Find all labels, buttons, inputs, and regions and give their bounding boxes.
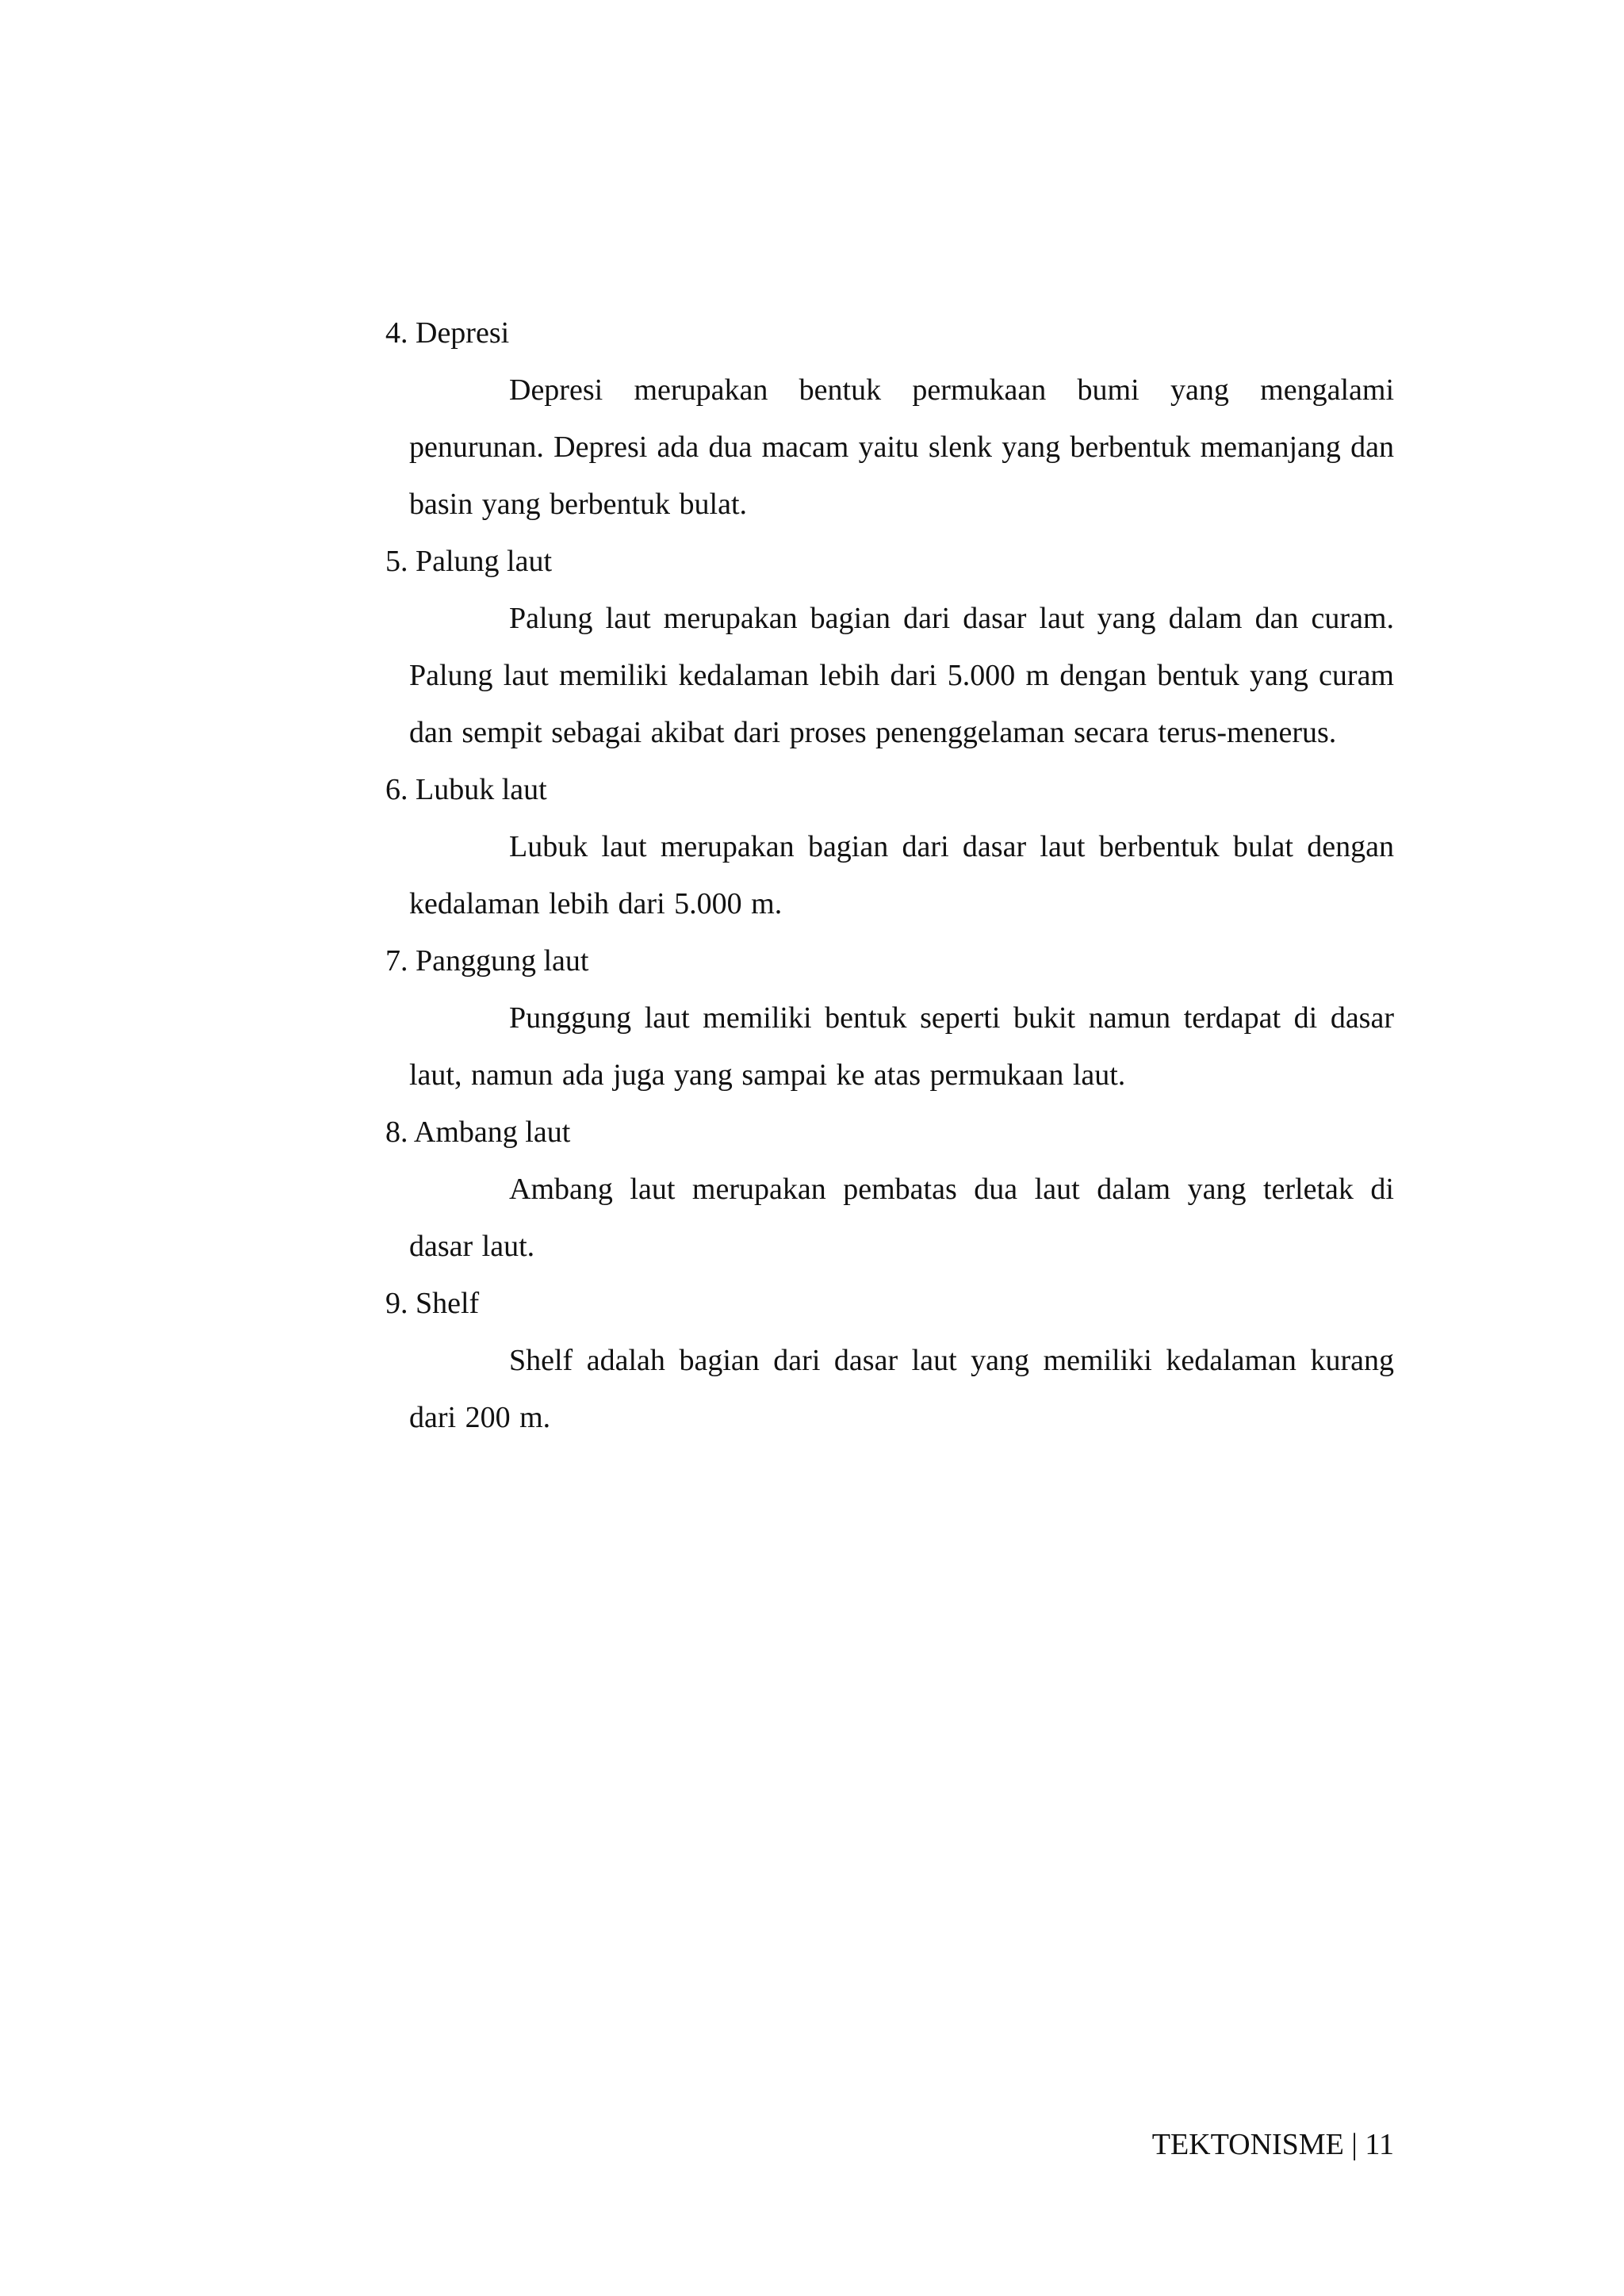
section-paragraph: Depresi merupakan bentuk permukaan bumi yang mengalami penurunan. Depresi ada dua macam yaitu slenk yang berbentuk memanjang dan basin yang berbentuk bulat. [409, 373, 1394, 521]
section-shelf [385, 1275, 1394, 1446]
section-paragraph: Shelf adalah bagian dari dasar laut yang memiliki kedalaman kurang dari 200 m. [409, 1344, 1394, 1434]
section-paragraph: Ambang laut merupakan pembatas dua laut dalam yang terletak di dasar laut. [409, 1173, 1394, 1263]
section-ambang-laut [385, 1104, 1394, 1275]
section-heading: 4. Depresi [385, 316, 510, 350]
page-footer: TEKTONISME | 11 [1151, 2128, 1394, 2161]
page-content [385, 304, 1394, 1446]
section-paragraph: Lubuk laut merupakan bagian dari dasar laut berbentuk bulat dengan kedalaman lebih dari 5.000 m. [409, 830, 1394, 920]
section-lubuk-laut [385, 761, 1394, 932]
section-heading: 6. Lubuk laut [385, 773, 547, 806]
section-paragraph: Punggung laut memiliki bentuk seperti bukit namun terdapat di dasar laut, namun ada juga yang sampai ke atas permukaan laut. [409, 1001, 1394, 1092]
section-heading: 8. Ambang laut [385, 1115, 571, 1149]
section-panggung-laut [385, 932, 1394, 1104]
section-heading: 9. Shelf [385, 1287, 480, 1320]
section-heading: 7. Panggung laut [385, 944, 589, 978]
section-heading: 5. Palung laut [385, 545, 553, 578]
section-depresi [385, 304, 1394, 533]
section-palung-laut [385, 533, 1394, 761]
section-paragraph: Palung laut merupakan bagian dari dasar laut yang dalam dan curam. Palung laut memiliki kedalaman lebih dari 5.000 m dengan bentuk yang curam dan sempit sebagai akibat dari proses penenggelaman secara terus-menerus. [409, 602, 1394, 749]
